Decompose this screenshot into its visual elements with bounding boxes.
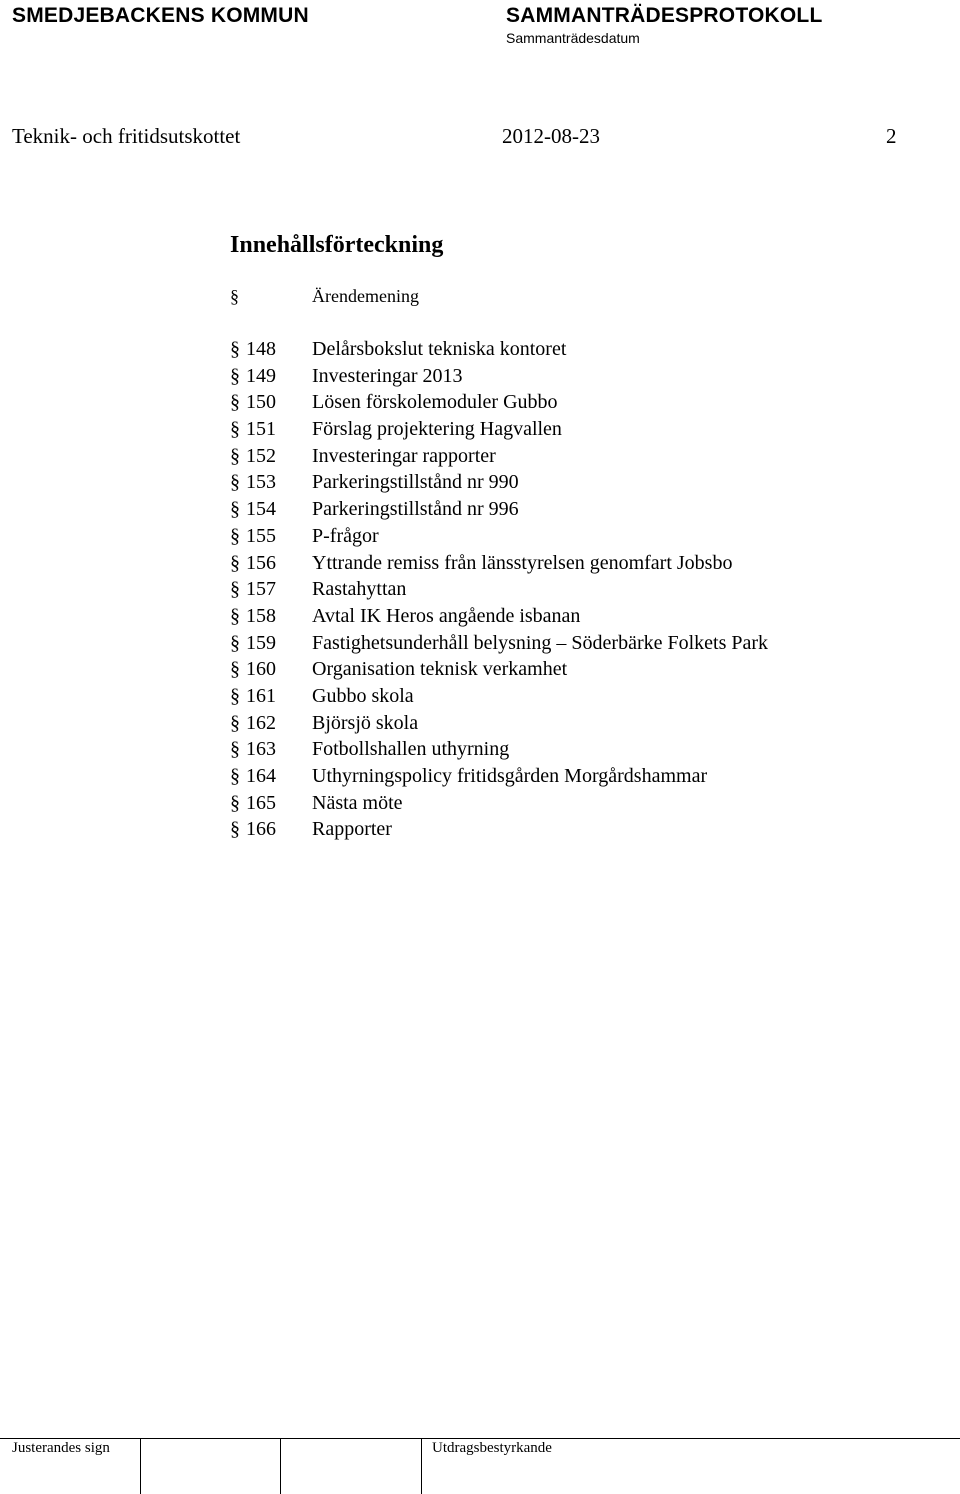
toc-item-number: 153 — [246, 471, 276, 494]
section-symbol: § — [230, 364, 240, 387]
section-symbol: § — [230, 551, 240, 574]
toc-item-title: Uthyrningspolicy fritidsgården Morgårdshammar — [312, 765, 708, 787]
section-symbol: § — [230, 471, 240, 494]
section-symbol: § — [230, 418, 240, 441]
toc-item-number: 159 — [246, 631, 276, 654]
toc-item-title: Parkeringstillstånd nr 990 — [312, 471, 519, 494]
toc-item-title: Lösen förskolemoduler Gubbo — [312, 391, 558, 414]
header-municipality: SMEDJEBACKENS KOMMUN — [12, 4, 309, 27]
toc-intro-label: Ärendemening — [312, 286, 419, 306]
header-doc-type: SAMMANTRÄDESPROTOKOLL — [506, 4, 823, 27]
toc-item-number: 157 — [246, 578, 276, 601]
section-symbol: § — [230, 658, 240, 681]
page-number: 2 — [886, 124, 897, 148]
footer-justerandes-sign: Justerandes sign — [12, 1440, 110, 1456]
footer-column-line — [280, 1439, 281, 1494]
toc-item-title: Investeringar rapporter — [312, 444, 496, 467]
toc-item-number: 158 — [246, 604, 276, 627]
toc-item-number: 166 — [246, 818, 276, 841]
section-symbol: § — [230, 765, 240, 787]
toc-item-number: 160 — [246, 658, 276, 681]
committee-name: Teknik- och fritidsutskottet — [12, 124, 241, 148]
section-symbol: § — [230, 498, 240, 521]
section-symbol: § — [230, 444, 240, 467]
toc-item-title: Yttrande remiss från länsstyrelsen genomfart Jobsbo — [312, 551, 733, 574]
toc-item-number: 165 — [246, 791, 276, 814]
toc-item-title: Rastahyttan — [312, 578, 407, 601]
toc-item-title: Björsjö skola — [312, 711, 419, 734]
toc-item-title: Organisation teknisk verkamhet — [312, 658, 568, 681]
section-symbol: § — [230, 818, 240, 841]
toc-item-title: Nästa möte — [312, 791, 403, 814]
toc-item-title: Fotbollshallen uthyrning — [312, 738, 510, 761]
toc-item-number: 152 — [246, 444, 276, 467]
toc-item-title: Investeringar 2013 — [312, 364, 463, 387]
toc-item-number: 149 — [246, 364, 276, 387]
toc-item-number: 164 — [246, 765, 276, 787]
section-symbol: § — [230, 338, 240, 360]
toc-item-number: 162 — [246, 711, 276, 734]
footer-column-line — [140, 1439, 141, 1494]
section-symbol: § — [230, 286, 239, 306]
section-symbol: § — [230, 524, 240, 547]
toc-item-title: Gubbo skola — [312, 684, 414, 707]
toc-item-title: Rapporter — [312, 818, 392, 841]
toc-title: Innehållsförteckning — [230, 232, 444, 258]
toc-item-number: 163 — [246, 738, 276, 761]
toc-item-number: 154 — [246, 498, 276, 521]
toc-item-number: 148 — [246, 338, 276, 360]
section-symbol: § — [230, 738, 240, 761]
footer-column-line — [421, 1439, 422, 1494]
header-date-label: Sammanträdesdatum — [506, 30, 640, 46]
toc-item-title: Förslag projektering Hagvallen — [312, 418, 562, 441]
toc-item-title: P-frågor — [312, 524, 379, 547]
toc-item-title: Fastighetsunderhåll belysning – Söderbärke Folkets Park — [312, 631, 769, 654]
toc-item-number: 155 — [246, 524, 276, 547]
section-symbol: § — [230, 578, 240, 601]
toc-item-number: 156 — [246, 551, 276, 574]
toc-item-title: Delårsbokslut tekniska kontoret — [312, 338, 567, 360]
footer-utdragsbestyrkande: Utdragsbestyrkande — [432, 1440, 552, 1456]
section-symbol: § — [230, 711, 240, 734]
section-symbol: § — [230, 391, 240, 414]
footer-divider — [0, 1438, 960, 1439]
toc-item-title: Avtal IK Heros angående isbanan — [312, 604, 581, 627]
section-symbol: § — [230, 791, 240, 814]
toc-item-number: 151 — [246, 418, 276, 441]
section-symbol: § — [230, 604, 240, 627]
meeting-date: 2012-08-23 — [502, 124, 600, 148]
section-symbol: § — [230, 631, 240, 654]
toc-item-number: 150 — [246, 391, 276, 414]
toc-item-number: 161 — [246, 684, 276, 707]
section-symbol: § — [230, 684, 240, 707]
toc-item-title: Parkeringstillstånd nr 996 — [312, 498, 519, 521]
